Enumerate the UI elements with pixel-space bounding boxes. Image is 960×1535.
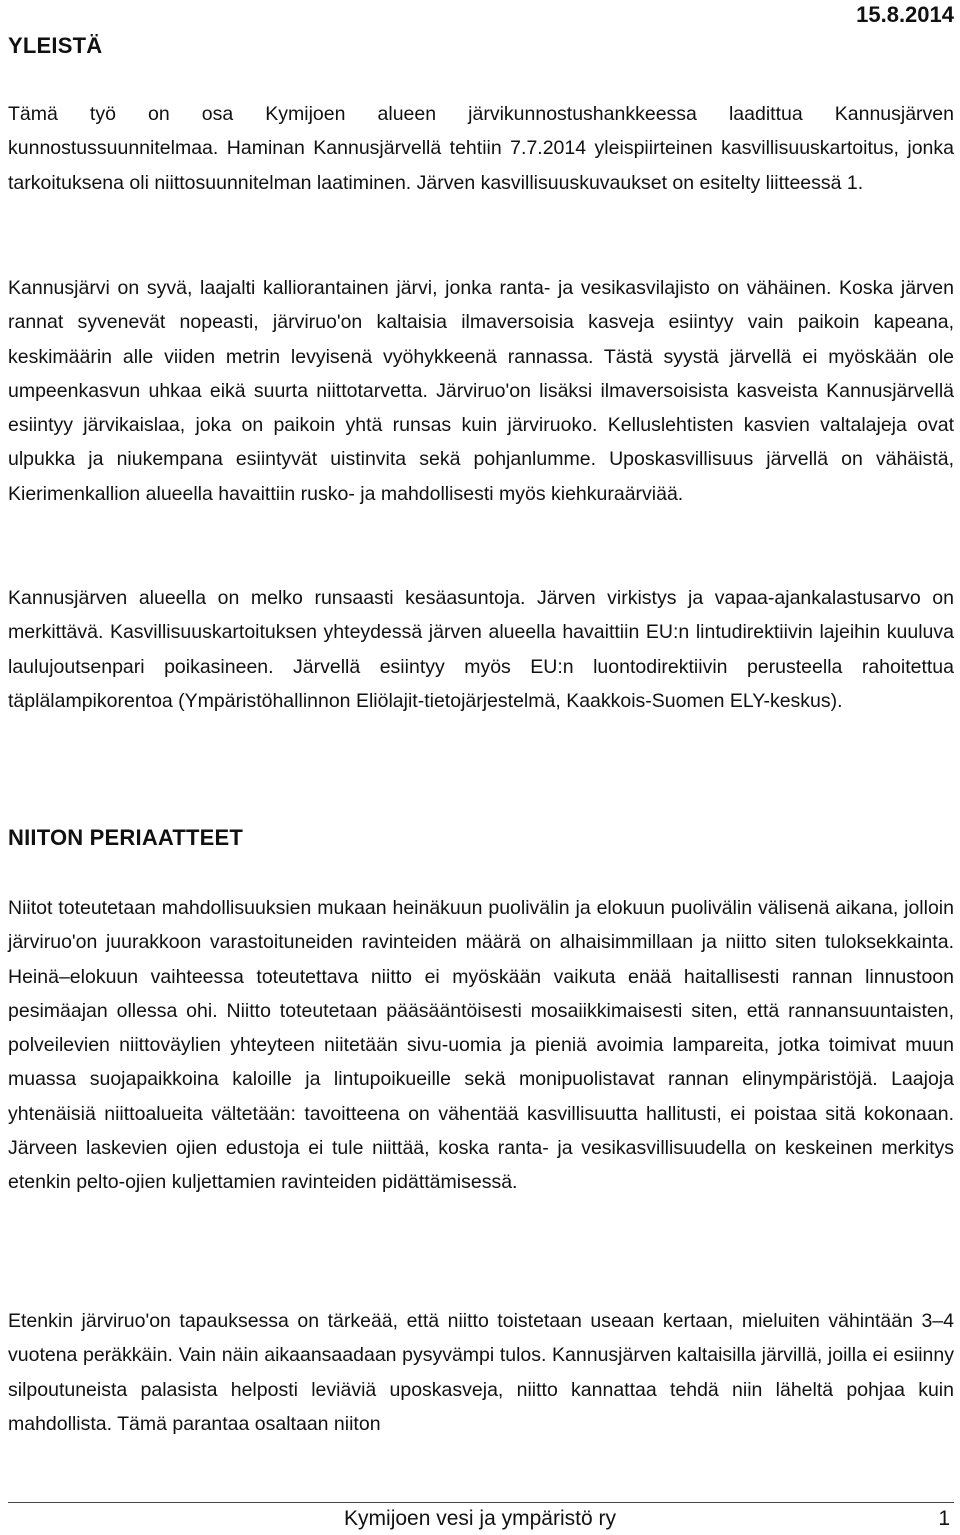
section-heading-niiton-periaatteet: NIITON PERIAATTEET — [8, 825, 244, 850]
paragraph-recreation: Kannusjärven alueella on melko runsaasti kesäasuntoja. Järven virkistys ja vapaa-ajankalastusarvo on merkittävä. Kasvillisuuskartoituksen yhteydessä järven alueella havaittiin EU:n lintudirektiivin lajeihin kuuluva laulujoutsenpari poikasineen. Järvellä esiintyy myös EU:n luontodirektiivin perusteella rahoitettua täplälampikorentoa (Ympäristöhallinnon Eliölajit-tietojärjestelmä, Kaakkois-Suomen ELY-keskus). — [8, 587, 954, 712]
document-date: 15.8.2014 — [856, 2, 954, 27]
paragraph-intro: Tämä työ on osa Kymijoen alueen järvikunnostushankkeessa laadittua Kannusjärven kunnostussuunnitelmaa. Haminan Kannusjärvellä tehtiin 7.7.2014 yleispiirteinen kasvillisuuskartoitus, jonka tarkoituksena oli niittosuunnitelman laatiminen. Järven kasvillisuuskuvaukset on esitelty liitteessä 1. — [8, 103, 954, 194]
footer-divider — [8, 1502, 954, 1503]
paragraph-mowing-repetition: Etenkin järviruo'on tapauksessa on tärkeää, että niitto toistetaan useaan kertaan, mieluiten vähintään 3–4 vuotena peräkkäin. Vain näin aikaansaadaan pysyvämpi tulos. Kannusjärven kaltaisilla järvillä, joilla ei esiinny silpoutuneista palasista helposti leviäviä uposkasveja, niitto kannattaa tehdä niin läheltä pohjaa kuin mahdollista. Tämä parantaa osaltaan niiton — [8, 1310, 954, 1435]
page-number: 1 — [938, 1507, 950, 1530]
section-heading-yleista: YLEISTÄ — [8, 33, 103, 58]
paragraph-lake-description: Kannusjärvi on syvä, laajalti kalliorantainen järvi, jonka ranta- ja vesikasvilajisto on vähäinen. Koska järven rannat syvenevät nopeasti, järviruo'on kaltaisia ilmaversoisia kasveja esiintyy vain paikoin kapeana, keskimäärin alle viiden metrin levyisenä vyöhykkeenä rannassa. Tästä syystä järvellä ei myöskään ole umpeenkasvun uhkaa eikä suurta niittotarvetta. Järviruo'on lisäksi ilmaversoisista kasveista Kannusjärvellä esiintyy järvikaislaa, joka on paikoin yhtä runsas kuin järviruoko. Kelluslehtisten kasvien valtalajeja ovat ulpukka ja niukempana esiintyvät uistinvita sekä pohjanlumme. Uposkasvillisuus järvellä on vähäistä, Kierimenkallion alueella havaittiin rusko- ja mahdollisesti myös kiehkuraärviää. — [8, 277, 954, 505]
paragraph-mowing-principles: Niitot toteutetaan mahdollisuuksien mukaan heinäkuun puolivälin ja elokuun puolivälin välisenä aikana, jolloin järviruo'on juurakkoon varastoituneiden ravinteiden määrä on alhaisimmillaan ja niitto siten tuloksekkainta. Heinä–elokuun vaihteessa toteutettava niitto ei myöskään vaikuta enää haitallisesti rannan linnustoon pesimäajan ollessa ohi. Niitto toteutetaan pääsääntöisesti mosaiikkimaisesti siten, että rannansuuntaisten, polveilevien niittoväylien yhteyteen niitetään sivu-uomia ja pieniä avoimia lampareita, jotka toimivat muun muassa suojapaikkoina kaloille ja lintupoikueille sekä monipuolistavat rannan elinympäristöjä. Laajoja yhtenäisiä niittoalueita vältetään: tavoitteena on vähentää kasvillisuutta hallitusti, ei poistaa sitä kokonaan. Järveen laskevien ojien edustoja ei tule niittää, koska ranta- ja vesikasvillisuudella on keskeinen merkitys etenkin pelto-ojien kuljettamien ravinteiden pidättämisessä. — [8, 897, 954, 1194]
footer-organization: Kymijoen vesi ja ympäristö ry — [344, 1507, 616, 1530]
